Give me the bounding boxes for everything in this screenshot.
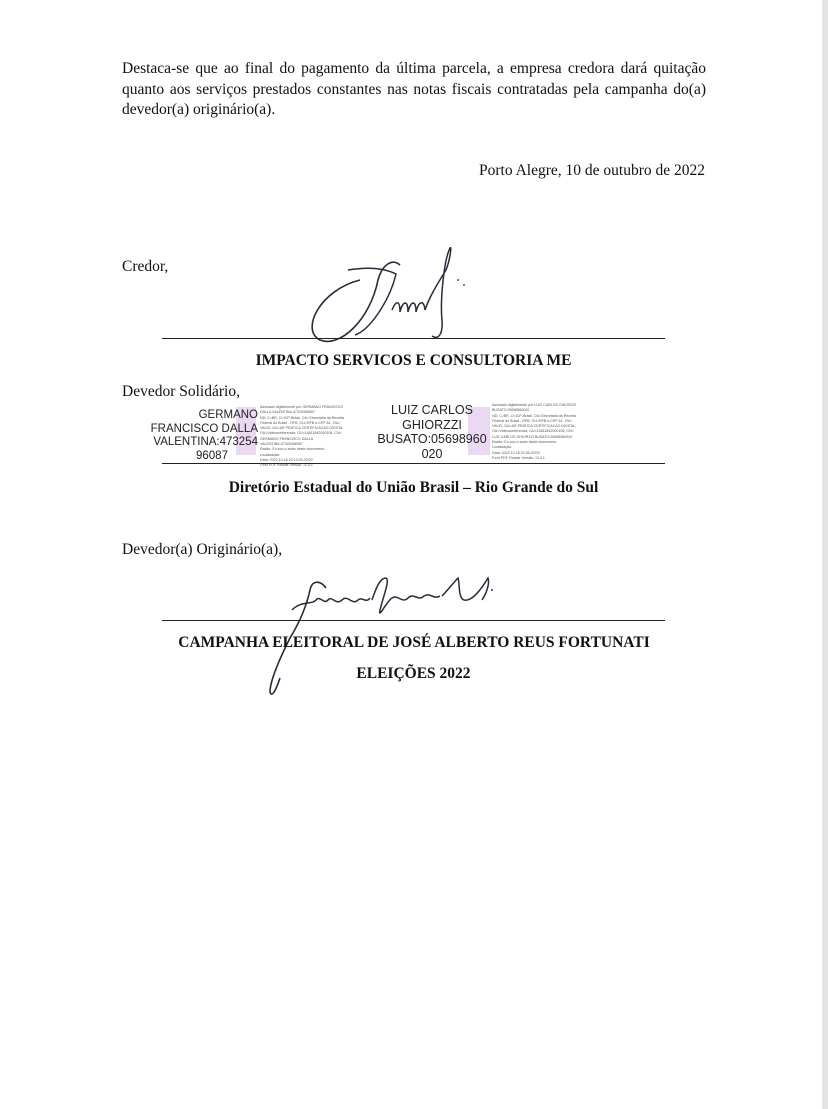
signer-name-germano: GERMANO FRANCISCO DALLA VALENTINA:473254 96087: [150, 409, 258, 462]
original-debtor-label: Devedor(a) Originário(a),: [122, 541, 283, 558]
creditor-label: Credor,: [122, 258, 169, 275]
creditor-handwritten-signature: [300, 240, 480, 350]
original-debtor-signature-line: [162, 620, 665, 621]
joint-debtor-signature-line: [162, 463, 665, 464]
election-year: ELEIÇÕES 2022: [356, 665, 471, 682]
joint-debtor-label: Devedor Solidário,: [122, 383, 240, 400]
signer-name-luiz: LUIZ CARLOS GHIORZZI BUSATO:05698960 020: [377, 403, 487, 461]
body-paragraph: Destaca-se que ao final do pagamento da última parcela, a empresa credora dará quitação quanto aos serviços prestados constantes nas notas fiscais contratadas pela campanha do(a) devedor(a) originário(a).: [122, 60, 706, 118]
signature-details-germano: Assinado digitalmente por GERMANO FRANCISCO DALLA VALENTINA:47325496087 ND: C=BR, O=ICP-Brasil, OU=Secretaria da Receita Federal do Brasil - RFB, OU=RFB e-CPF A1, OU= VALID, OU=AR PRATICA CERTIFICACAO DIGITAL OU=Videoconferencia, OU=14811842000106, CN= GERMANO FRANCISCO DALLA VALENTINA:47325496087 Razão: Eu sou o autor deste documento Localização: Data: 2022.10.18 20:14:03-03'00' Foxit PDF Reader Versão: 12.0.1: [260, 405, 344, 468]
creditor-name: IMPACTO SERVICOS E CONSULTORIA ME: [255, 352, 572, 369]
signature-details-luiz: Assinado digitalmente por LUIZ CARLOS GHIORZZI BUSATO:05698960020 ND: C=BR, O=ICP-Brasil, OU=Secretaria da Receita Federal do Brasil - RFB, OU=RFB e-CPF A1, OU= VALID, OU=AR PRATICA CERTIFICACAO DIGITAL, OU=Videoconferencia, OU=14811842000106, CN= LUIZ CARLOS GHIORZZI BUSATO:05698960020 Razão: Eu sou o autor deste documento Localização: Data: 2022.10.18 20:36-03'00' Foxit PDF Reader Versão: 12.0.1: [492, 403, 577, 460]
place-date: Porto Alegre, 10 de outubro de 2022: [478, 162, 705, 179]
campaign-name: CAMPANHA ELEITORAL DE JOSÉ ALBERTO REUS FORTUNATI: [178, 634, 650, 651]
joint-debtor-name: Diretório Estadual do União Brasil – Rio Grande do Sul: [228, 479, 599, 496]
page-edge: [822, 0, 828, 1109]
creditor-signature-line: [162, 338, 665, 339]
